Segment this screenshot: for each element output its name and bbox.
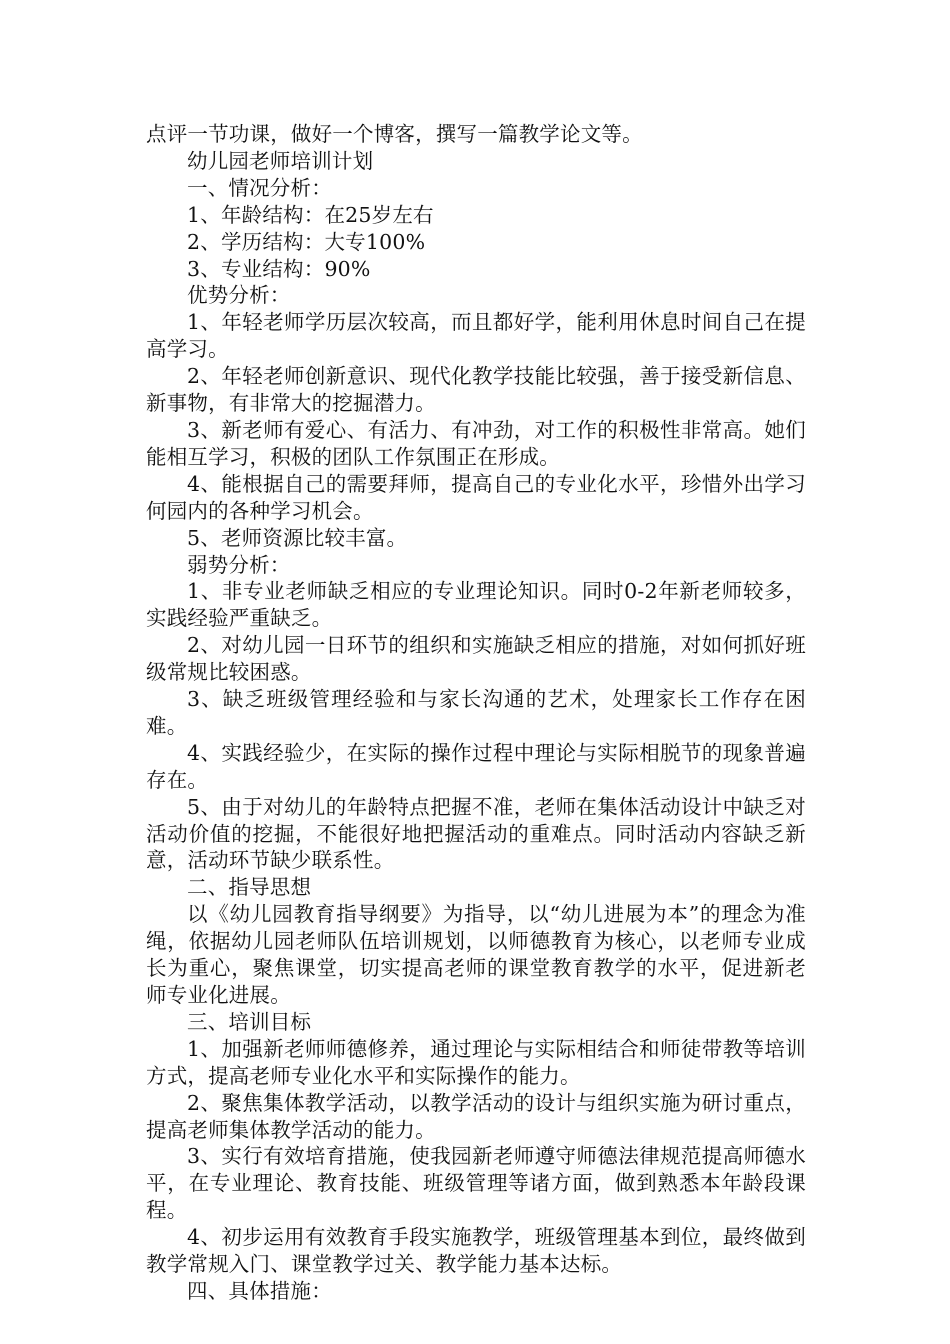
strength-item-4: 4、能根据自己的需要拜师，提高自己的专业化水平，珍惜外出学习何园内的各种学习机会。 [146,471,806,523]
section-heading-training-goals: 三、培训目标 [187,1009,312,1034]
paragraph-continuation: 点评一节功课，做好一个博客，撰写一篇教学论文等。 [146,122,643,146]
paragraph-professional-structure: 3、专业结构：90% [187,256,371,281]
strength-item-3: 3、新老师有爱心、有活力、有冲劲，对工作的积极性非常高。她们能相互学习，积极的团队工作氛围正在形成。 [146,417,806,469]
paragraph-guiding-idea: 以《幼儿园教育指导纲要》为指导，以“幼儿进展为本”的理念为准绳，依据幼儿园老师队伍培训规划，以师德教育为核心，以老师专业成长为重心，聚焦课堂，切实提高老师的课堂教育教学的水平，促进新老师专业化进展。 [146,902,806,1007]
section-heading-guiding-idea: 二、指导思想 [187,875,312,900]
section-heading-specific-measures: 四、具体措施： [187,1278,332,1303]
document-body [146,121,806,1305]
goal-item-3: 3、实行有效培育措施，使我园新老师遵守师德法律规范提高师德水平，在专业理论、教育技能、班级管理等诸方面，做到熟悉本年龄段课程。 [146,1144,806,1223]
weakness-item-4: 4、实践经验少，在实际的操作过程中理论与实际相脱节的现象普遍存在。 [146,740,806,792]
goal-item-4: 4、初步运用有效教育手段实施教学，班级管理基本到位，最终做到教学常规入门、课堂教学过关、教学能力基本达标。 [146,1225,806,1277]
weakness-item-1: 1、非专业老师缺乏相应的专业理论知识。同时0-2年新老师较多，实践经验严重缺乏。 [146,579,806,631]
weakness-item-2: 2、对幼儿园一日环节的组织和实施缺乏相应的措施，对如何抓好班级常规比较困惑。 [146,633,806,685]
paragraph-age-structure: 1、年龄结构：在25岁左右 [187,202,434,227]
subheading-strengths: 优势分析： [187,283,291,308]
weakness-item-5: 5、由于对幼儿的年龄特点把握不准，老师在集体活动设计中缺乏对活动价值的挖掘，不能很好地把握活动的重难点。同时活动内容缺乏新意，活动环节缺少联系性。 [146,794,806,873]
goal-item-2: 2、聚焦集体教学活动，以教学活动的设计与组织实施为研讨重点，提高老师集体教学活动的能力。 [146,1090,806,1142]
document-title: 幼儿园老师培训计划 [187,148,374,173]
strength-item-5: 5、老师资源比较丰富。 [187,525,408,550]
weakness-item-3: 3、缺乏班级管理经验和与家长沟通的艺术，处理家长工作存在困难。 [146,687,806,738]
strength-item-2: 2、年轻老师创新意识、现代化教学技能比较强，善于接受新信息、新事物，有非常大的挖掘潜力。 [146,364,806,416]
subheading-weaknesses: 弱势分析： [187,552,291,577]
strength-item-1: 1、年轻老师学历层次较高，而且都好学，能利用休息时间自己在提高学习。 [146,310,806,362]
paragraph-education-structure: 2、学历结构：大专100% [187,229,426,254]
goal-item-1: 1、加强新老师师德修养，通过理论与实际相结合和师徒带教等培训方式，提高老师专业化水平和实际操作的能力。 [146,1036,806,1088]
section-heading-situation-analysis: 一、情况分析： [187,175,332,200]
